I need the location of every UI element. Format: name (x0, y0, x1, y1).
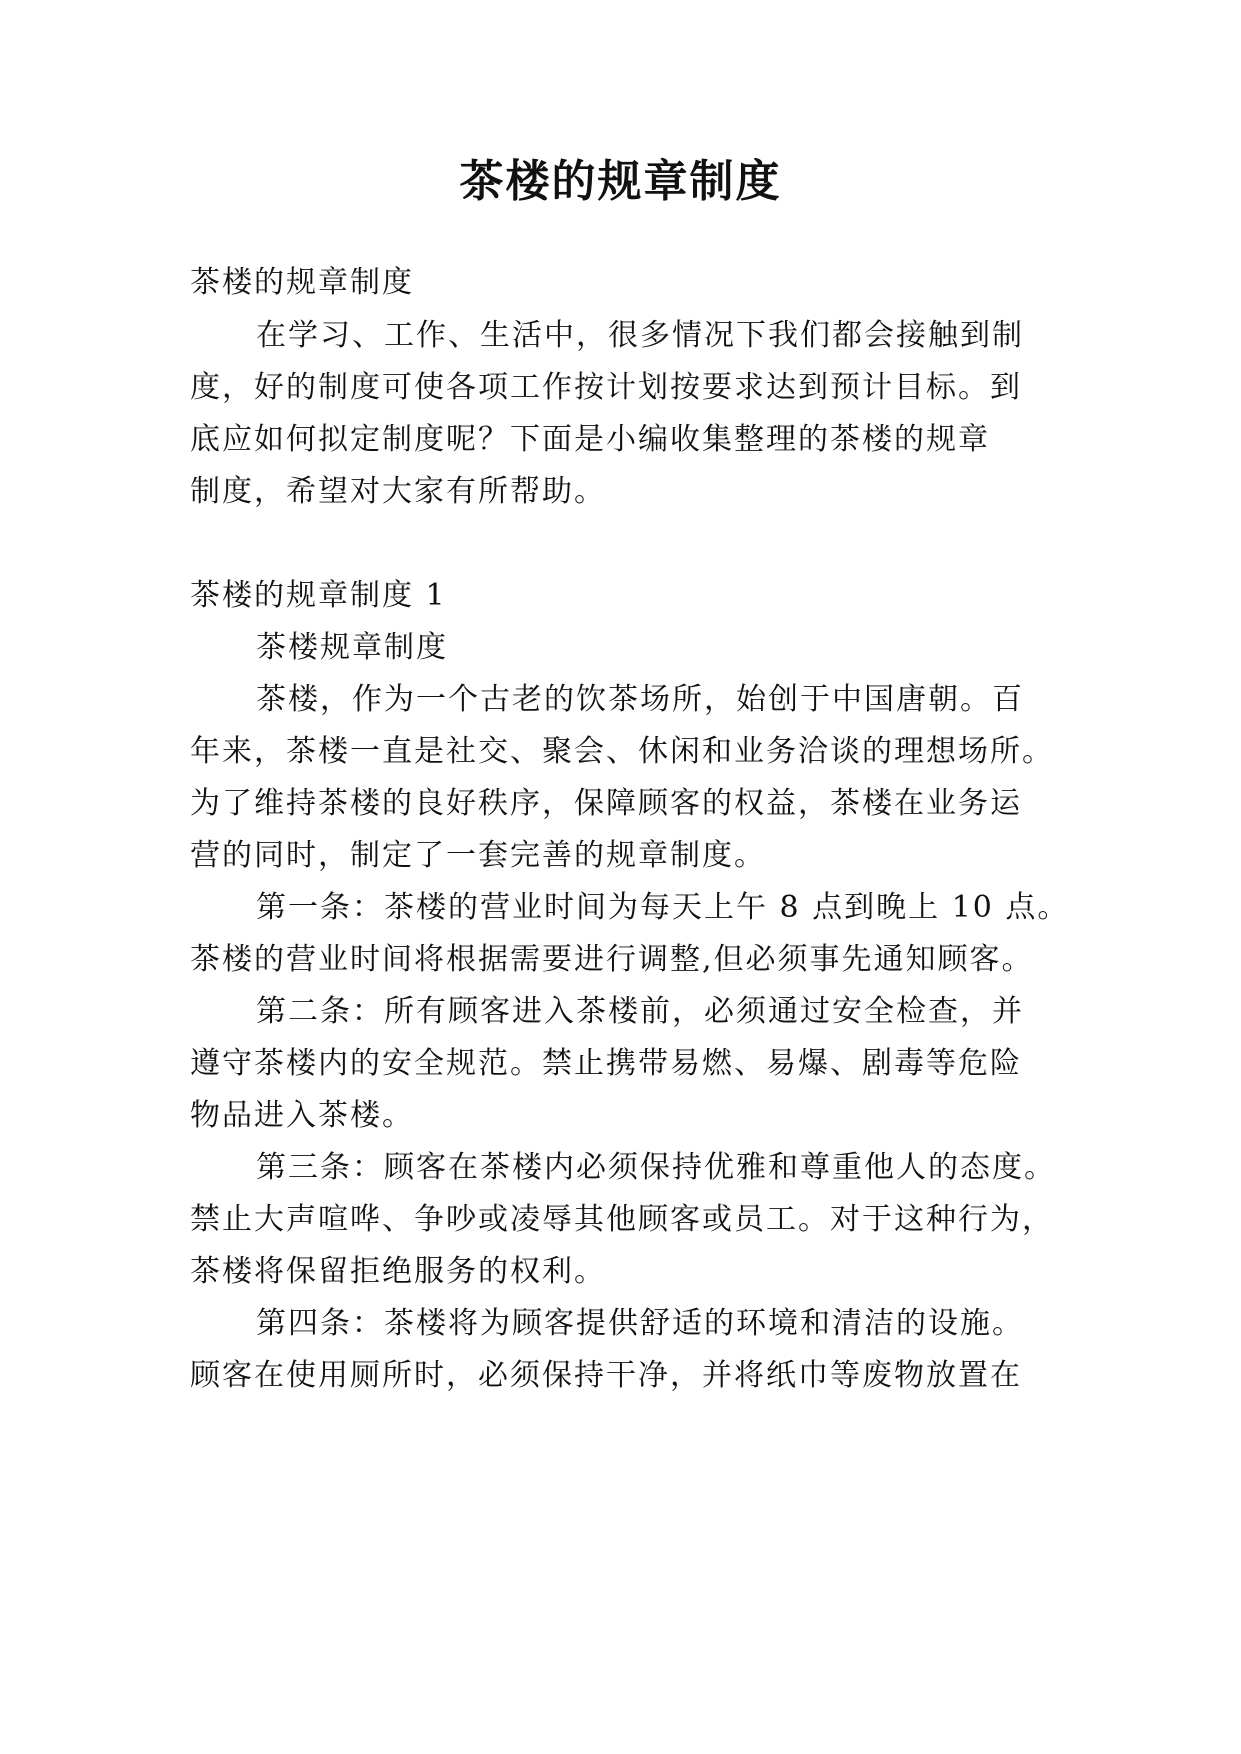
intro-line-4: 制度，希望对大家有所帮助。 (190, 474, 606, 509)
section-1-subheading: 茶楼规章制度 (256, 630, 448, 665)
intro-line-2: 度，好的制度可使各项工作按计划按要求达到预计目标。到 (190, 370, 1022, 405)
article-2-line-3: 物品进入茶楼。 (190, 1098, 414, 1133)
para-1-line-1: 茶楼，作为一个古老的饮茶场所，始创于中国唐朝。百 (256, 682, 1024, 717)
article-3-line-2: 禁止大声喧哗、争吵或凌辱其他顾客或员工。对于这种行为， (190, 1202, 1054, 1237)
article-4-line-1: 第四条：茶楼将为顾客提供舒适的环境和清洁的设施。 (256, 1306, 1024, 1341)
para-1-line-2: 年来，茶楼一直是社交、聚会、休闲和业务洽谈的理想场所。 (190, 734, 1054, 769)
article-1-line-1: 第一条：茶楼的营业时间为每天上午 8 点到晚上 10 点。 (256, 890, 1070, 925)
intro-heading: 茶楼的规章制度 (190, 265, 414, 300)
section-1-heading: 茶楼的规章制度 1 (190, 578, 447, 613)
article-2-line-1: 第二条：所有顾客进入茶楼前，必须通过安全检查，并 (256, 994, 1024, 1029)
article-1-line-2: 茶楼的营业时间将根据需要进行调整,但必须事先通知顾客。 (190, 942, 1034, 977)
para-1-line-4: 营的同时，制定了一套完善的规章制度。 (190, 838, 766, 873)
intro-line-3: 底应如何拟定制度呢？下面是小编收集整理的茶楼的规章 (190, 422, 990, 457)
para-1-line-3: 为了维持茶楼的良好秩序，保障顾客的权益，茶楼在业务运 (190, 786, 1022, 821)
article-2-line-2: 遵守茶楼内的安全规范。禁止携带易燃、易爆、剧毒等危险 (190, 1046, 1022, 1081)
document-title: 茶楼的规章制度 (459, 156, 782, 207)
article-3-line-1: 第三条：顾客在茶楼内必须保持优雅和尊重他人的态度。 (256, 1150, 1056, 1185)
article-4-line-2: 顾客在使用厕所时，必须保持干净，并将纸巾等废物放置在 (190, 1358, 1022, 1393)
article-3-line-3: 茶楼将保留拒绝服务的权利。 (190, 1254, 606, 1289)
intro-line-1: 在学习、工作、生活中，很多情况下我们都会接触到制 (256, 318, 1024, 353)
